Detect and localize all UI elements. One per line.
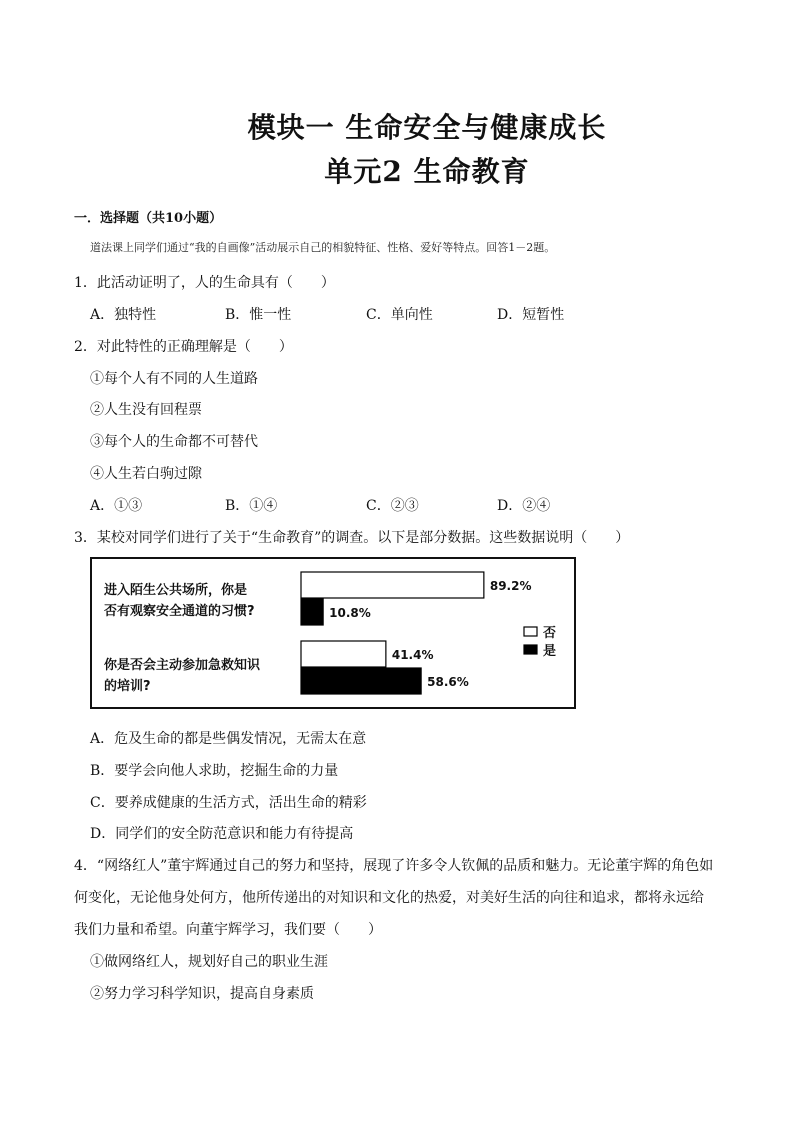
q2-option-b[interactable]: B．①④ bbox=[225, 498, 278, 514]
legend-label: 是 bbox=[543, 644, 557, 659]
legend-label: 否 bbox=[543, 626, 557, 641]
q1-option-c[interactable]: C．单向性 bbox=[366, 307, 433, 323]
q4-stem-line-1: 4．“网络红人”董宇辉通过自己的努力和坚持，展现了许多令人钦佩的品质和魅力。无论董宇辉的角色如 bbox=[74, 858, 714, 874]
q2-item: ④人生若白驹过隙 bbox=[90, 466, 202, 482]
survey-chart bbox=[90, 557, 576, 709]
legend-swatch bbox=[524, 645, 537, 654]
q1-stem: 1．此活动证明了，人的生命具有（ ） bbox=[74, 275, 335, 291]
q4-stem-line-2: 何变化，无论他身处何方，他所传递出的对知识和文化的热爱，对美好生活的向往和追求，都将永远给 bbox=[74, 890, 704, 906]
q2-option-c[interactable]: C．②③ bbox=[366, 498, 419, 514]
q4-item: ①做网络红人，规划好自己的职业生涯 bbox=[90, 954, 328, 970]
category-label: 否有观察安全通道的习惯? bbox=[104, 604, 255, 619]
bar-no bbox=[301, 641, 386, 667]
bar-value-label: 41.4% bbox=[391, 648, 434, 662]
q1-option-a[interactable]: A．独特性 bbox=[90, 307, 157, 323]
q3-option-a[interactable]: A．危及生命的都是些偶发情况，无需太在意 bbox=[90, 731, 367, 747]
section-heading: 一．选择题（共10小题） bbox=[74, 211, 223, 226]
q3-option-b[interactable]: B．要学会向他人求助，挖掘生命的力量 bbox=[90, 763, 339, 779]
survey-chart-svg bbox=[92, 559, 574, 707]
q2-item: ③每个人的生命都不可替代 bbox=[90, 434, 258, 450]
q3-option-c[interactable]: C．要养成健康的生活方式，活出生命的精彩 bbox=[90, 795, 367, 811]
q2-item: ②人生没有回程票 bbox=[90, 402, 202, 418]
q4-stem-line-3: 我们力量和希望。向董宇辉学习，我们要（ ） bbox=[74, 922, 382, 938]
q2-stem: 2．对此特性的正确理解是（ ） bbox=[74, 339, 293, 355]
category-label: 你是否会主动参加急救知识 bbox=[104, 658, 261, 673]
category-label: 的培训? bbox=[104, 679, 151, 694]
bar-no bbox=[301, 572, 484, 598]
bar-value-label: 10.8% bbox=[329, 606, 371, 620]
q3-option-d[interactable]: D．同学们的安全防范意识和能力有待提高 bbox=[90, 826, 354, 842]
bar-yes bbox=[301, 599, 323, 625]
bar-value-label: 58.6% bbox=[427, 675, 469, 689]
legend-swatch bbox=[524, 627, 537, 636]
intro-text: 道法课上同学们通过“我的自画像”活动展示自己的相貌特征、性格、爱好等特点。回答1－2题。 bbox=[90, 241, 556, 254]
q1-option-b[interactable]: B．惟一性 bbox=[225, 307, 292, 323]
bar-value-label: 89.2% bbox=[489, 579, 532, 593]
page-subtitle: 单元2 生命教育 bbox=[324, 155, 530, 188]
q2-option-a[interactable]: A．①③ bbox=[90, 498, 143, 514]
q3-stem: 3．某校对同学们进行了关于“生命教育”的调查。以下是部分数据。这些数据说明（ ） bbox=[74, 530, 630, 546]
q1-option-d[interactable]: D．短暂性 bbox=[497, 307, 565, 323]
q4-item: ②努力学习科学知识，提高自身素质 bbox=[90, 986, 314, 1002]
category-label: 进入陌生公共场所，你是 bbox=[104, 583, 248, 598]
bar-yes bbox=[301, 668, 421, 694]
page-title: 模块一 生命安全与健康成长 bbox=[247, 111, 607, 144]
q2-item: ①每个人有不同的人生道路 bbox=[90, 371, 258, 387]
q2-option-d[interactable]: D．②④ bbox=[497, 498, 551, 514]
